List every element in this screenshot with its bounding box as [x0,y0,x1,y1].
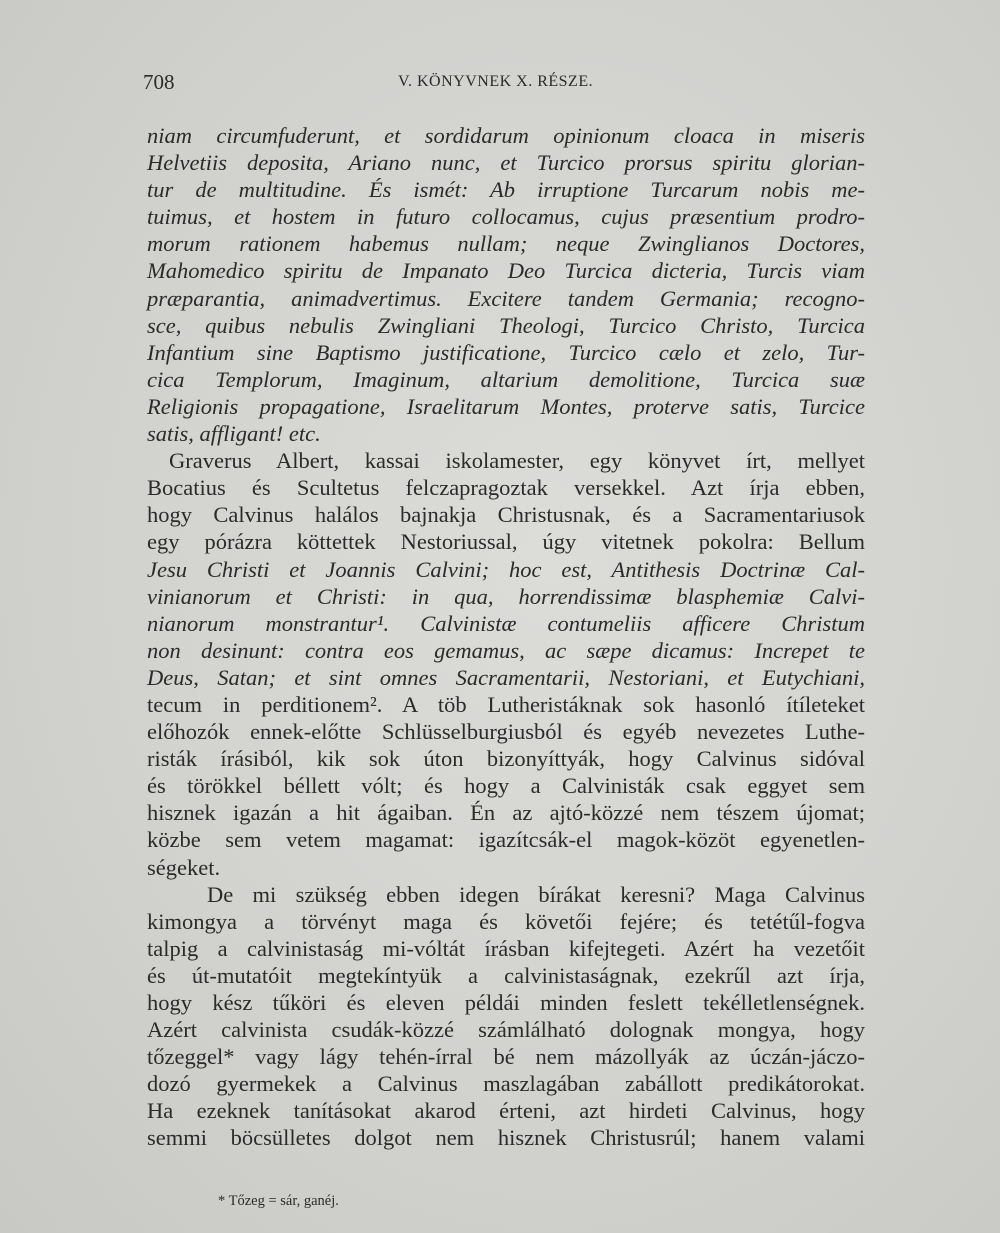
text-line: morum rationem habemus nullam; neque Zwinglianos Doctores, [147,231,865,257]
text-line: hogy kész tűköri és eleven példái minden feslett tekélletlenségnek. [147,990,865,1015]
text-line: cica Templorum, Imaginum, altarium demolitione, Turcica suæ [147,366,865,392]
text-line: tecum in perditionem². A töb Lutheristáknak sok hasonló ítíleteket [147,691,865,717]
text-line: Jesu Christi et Joannis Calvini; hoc est, Antithesis Doctrinæ Cal- [147,556,865,582]
text-line: vinianorum et Christi: in qua, horrendissimæ blasphemiæ Calvi- [147,583,865,609]
text-line: Deus, Satan; et sint omnes Sacramentarii, Nestoriani, et Eutychiani, [147,664,865,690]
margin-notes [0,0,160,1233]
text-line: Infantium sine Baptismo justificatione, Turcico cælo et zelo, Tur- [147,339,865,365]
text-line: præparantia, animadvertimus. Excitere tandem Germania; recogno- [147,285,865,311]
text-line: Helvetiis deposita, Ariano nunc, et Turcico prorsus spiritu glorian- [147,150,865,176]
text-line: Ha ezeknek tanításokat akarod érteni, azt hirdeti Calvinus, hogy [147,1098,865,1124]
text-line: tőzeggel* vagy lágy tehén-írral bé nem mázollyák az úczán-jáczo- [147,1044,865,1070]
text-line: sce, quibus nebulis Zwingliani Theologi, Turcico Christo, Turcica [147,312,865,338]
text-line: hogy Calvinus halálos bajnakja Christusnak, és a Sacramentariusok [147,502,865,528]
text-line: és út-mutatóit megtekíntyük a calvinistaságnak, ezekrűl azt írja, [147,962,865,988]
text-line: Azért calvinista csudák-közzé számlálható dolognak mongya, hogy [147,1017,865,1043]
text-line: niam circumfuderunt, et sordidarum opinionum cloaca in miseris [147,123,865,148]
text-line: ségeket. [147,854,221,880]
text-line: Mahomedico spiritu de Impanato Deo Turcica dicteria, Turcis viam [147,258,865,284]
text-line: kimongya a törvényt maga és követői fejére; és tetétűl-fogva [147,908,865,934]
text-line: tur de multitudine. És ismét: Ab irruptione Turcarum nobis me- [147,177,865,203]
text-line: semmi böcsülletes dolgot nem hisznek Christusrúl; hanem valami [147,1125,865,1151]
text-line: risták írásiból, kik sok úton bizonyíttyák, hogy Calvinus sidóval [147,746,865,772]
text-line: tuimus, et hostem in futuro collocamus, cujus præsentium prodro- [147,204,865,230]
text-line: Bocatius és Scultetus felczapragoztak versekkel. Azt írja ebben, [147,475,865,501]
running-head: V. KÖNYVNEK X. RÉSZE. [398,73,594,90]
text-line: hisznek igazán a hit ágaiban. Én az ajtó-közzé nem tészem újomat; [147,800,865,826]
main-text [147,122,865,1152]
text-line: és törökkel béllett vólt; és hogy a Calvinisták csak eggyet sem [147,773,865,799]
page-number: 708 [143,70,175,94]
footnote: * Tőzeg = sár, ganéj. [218,1193,339,1209]
text-line: satis, affligant! etc. [147,421,321,447]
text-line: talpig a calvinistaság mi-vóltát írásban kifejtegeti. Azért ha vezetőit [147,935,865,961]
text-line: dozó gyermekek a Calvinus maszlagában zabállott predikátorokat. [147,1071,865,1097]
text-line: Graverus Albert, kassai iskolamester, egy könyvet írt, mellyet [169,448,865,474]
text-line: Religionis propagatione, Israelitarum Montes, proterve satis, Turcice [147,393,865,419]
text-line: egy pórázra köttettek Nestoriussal, úgy vitetnek pokolra: Bellum [147,529,865,555]
text-line: előhozók ennek-előtte Schlüsselburgiusból és egyéb nevezetes Luthe- [147,719,865,745]
text-line: nianorum monstrantur¹. Calvinistæ contumeliis afficere Christum [147,610,865,636]
text-line: non desinunt: contra eos gemamus, ac sæpe dicamus: Increpet te [147,637,865,663]
text-line: De mi szükség ebben idegen bírákat keresni? Maga Calvinus [207,881,865,907]
text-line: közbe sem vetem magamat: igazítcsák-el magok-közöt egyenetlen- [147,827,865,853]
